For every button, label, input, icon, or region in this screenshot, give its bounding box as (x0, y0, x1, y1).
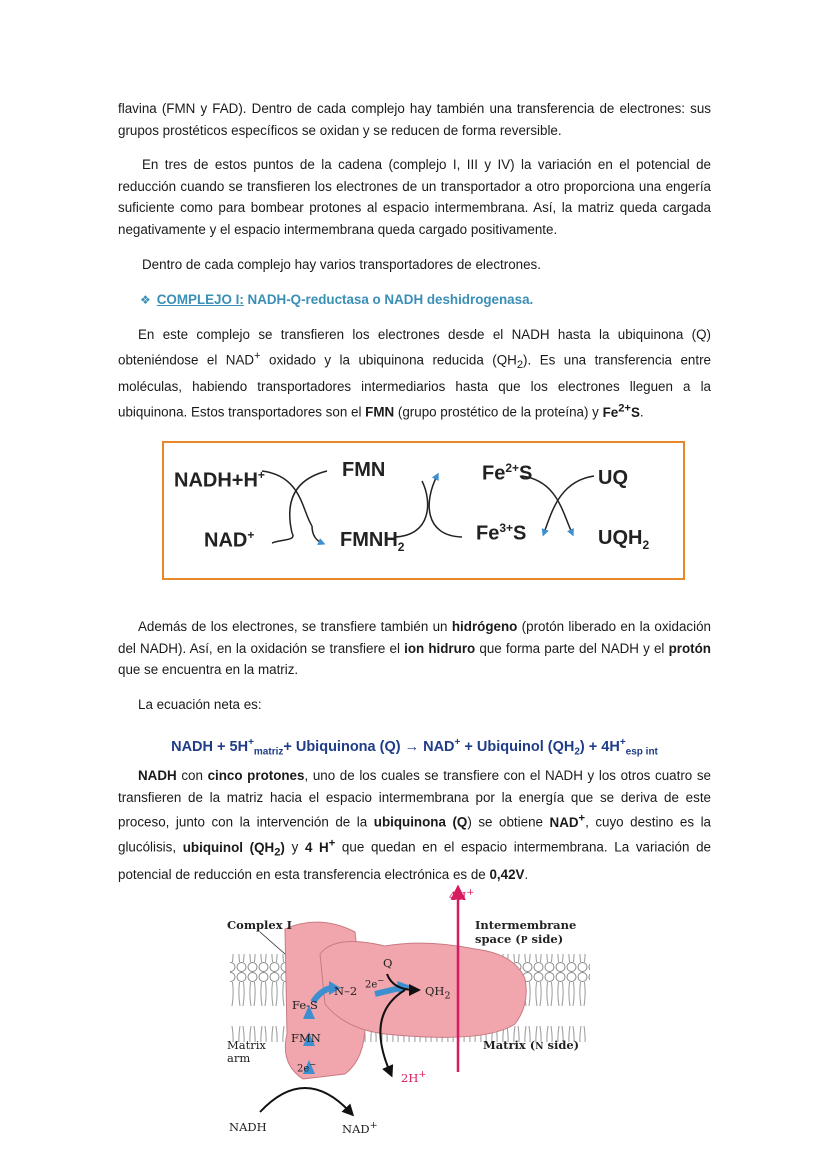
scheme-nad (204, 528, 254, 553)
text-run: y (284, 839, 305, 855)
label-complex-i: Complex I (227, 918, 292, 932)
text-run: S (519, 462, 533, 485)
text-run: S (513, 522, 527, 545)
text-run: con (176, 768, 208, 783)
text-run: ) se obtiene (467, 814, 550, 830)
scheme-fe2s (482, 461, 532, 486)
text-run: side) (527, 932, 564, 946)
label-nadh: NADH (229, 1120, 267, 1134)
superscript: + (578, 812, 586, 825)
bold-nad (549, 812, 586, 830)
bold-proton: protón (668, 640, 711, 656)
subscript: 2 (516, 358, 524, 371)
text-run: UQH (598, 527, 643, 549)
superscript: + (466, 887, 475, 898)
text-run: space ( (475, 932, 521, 946)
subscript: esp int (625, 746, 658, 758)
heading-rest: NADH-Q-reductasa o NADH deshidrogenasa. (243, 292, 534, 308)
text-run: NAD (204, 529, 248, 552)
text-run: side) (543, 1038, 580, 1052)
superscript: − (377, 975, 385, 985)
heading-underlined: COMPLEJO I: (156, 292, 244, 308)
paragraph-final (118, 765, 711, 886)
text-run: QH (425, 984, 445, 998)
subscript: 2 (274, 846, 281, 859)
paragraph-flavina: flavina (FMN y FAD). Dentro de cada complejo hay también una transferencia de electrones: sus grupos prostéticos específicos se oxidan y se reducen de forma reversible. (118, 101, 711, 138)
text-run: NADH+H (174, 469, 258, 492)
text-run: En este complejo se transfieren los electrones desde el NADH hasta la ubiquinona (Q) obteniéndose el NAD (118, 327, 711, 368)
label-fes: Fe-S (292, 998, 318, 1012)
complex-i-pointer (260, 932, 285, 954)
arc (272, 533, 293, 543)
text-run: ). Es una transferencia entre moléculas, habiendo transportadores intermediarios hasta que los electrones lleguen a la ubiquinona. Estos transportadores son el (118, 352, 711, 420)
superscript: 2+ (618, 402, 631, 415)
text-run: que se encuentra en la matriz. (118, 662, 299, 678)
section-heading-complex-i (140, 289, 711, 311)
label-p-side (475, 932, 563, 946)
scheme-fe3s (476, 521, 526, 546)
bold-fmn: FMN (365, 404, 395, 420)
paragraph-carriers: Dentro de cada complejo hay varios transportadores de electrones. (142, 256, 541, 272)
label-2e-top (365, 975, 384, 990)
scheme-fmn: FMN (342, 459, 386, 481)
superscript: + (619, 737, 626, 748)
label-fmn: FMN (291, 1031, 321, 1045)
text-run: Fe (476, 522, 500, 545)
label-q: Q (383, 956, 393, 970)
scheme-uqh2 (598, 527, 649, 552)
superscript: + (254, 349, 261, 362)
text-run: 2e (365, 979, 378, 991)
scheme-arrows (162, 441, 685, 580)
superscript: 3+ (499, 521, 514, 535)
text-run: Fe (482, 462, 506, 485)
text-run: 2H (401, 1070, 419, 1085)
text-run: (protón liberado en la oxidación del NADH). Así, en la oxidación se transfiere el (118, 619, 711, 656)
text-run: N (535, 1042, 544, 1052)
paragraph-three-points: En tres de estos puntos de la cadena (complejo I, III y IV) la variación en el potencial de reducción cuando se transfieren los electrones de un transportador a otro proporciona una engería suficiente como para bombear protones al espacio intermembrana. Así, la matriz queda cargada negativamente y el espacio intermembrana queda cargado positivamente. (118, 157, 711, 237)
diamond-bullet-icon: ❖ (140, 293, 151, 308)
net-equation (118, 737, 711, 758)
paragraph-final-block (118, 765, 711, 886)
subscript: 2 (642, 538, 650, 552)
label-qh2 (425, 984, 451, 1001)
bold-ubiquinone: ubiquinona (Q (373, 814, 468, 830)
paragraph-hydrogen (118, 616, 711, 681)
text-run: + Ubiquinol (QH (460, 738, 575, 755)
text-run: . (524, 866, 529, 882)
text-run: NAD (549, 814, 579, 830)
reaction-scheme (162, 441, 685, 580)
scheme-nadh (174, 468, 265, 493)
superscript: + (418, 1069, 427, 1080)
text-run: Además de los electrones, se transfiere también un (138, 619, 452, 634)
arc-arrow (429, 476, 462, 537)
arc (262, 471, 312, 526)
subscript: 2 (444, 990, 451, 1002)
bold-five-protons: cinco protones (207, 768, 305, 783)
text-run: oxidado y la ubiquinona reducida (QH (260, 352, 517, 368)
text-run: 4H (449, 888, 467, 903)
superscript: + (248, 737, 254, 748)
text-run: Matrix ( (483, 1038, 536, 1052)
superscript: + (328, 837, 336, 850)
label-intermembrane: Intermembrane (475, 918, 577, 932)
label-n-side (483, 1038, 579, 1052)
label-arm: arm (227, 1051, 251, 1065)
superscript: + (454, 737, 461, 748)
paragraph-equation-intro: La ecuación neta es: (138, 696, 262, 712)
text-run: NAD (342, 1121, 370, 1136)
nadh-oxidation-arrow (260, 1088, 350, 1112)
text-run: , cuyo destino es la glucólisis, (118, 814, 711, 855)
text-run: P (520, 936, 528, 946)
text-run: ) (280, 839, 285, 855)
text-run: . (639, 404, 644, 420)
text-run: ubiquinol (QH (182, 839, 275, 855)
text-run: , uno de los cuales se transfiere con el NADH y los otros cuatro se transfieren de la matriz hacia el espacio intermembrana por la energía que se deriva de este proceso, junto con la intervención de la (118, 768, 712, 830)
bold-ubiquinol (182, 839, 285, 859)
superscript: − (309, 1059, 317, 1069)
subscript: 2 (574, 746, 580, 758)
text-run: NADH + 5H (171, 738, 249, 755)
superscript: + (247, 528, 255, 542)
complex-i-figure (225, 884, 595, 1139)
bold-hydrogen: hidrógeno (451, 619, 518, 634)
text-run: (grupo prostético de la proteína) y (394, 404, 603, 420)
text-run: 2e (297, 1063, 310, 1075)
scheme-fmnh2 (340, 529, 404, 554)
bold-voltage: 0,42V (489, 866, 525, 882)
label-2e (297, 1059, 316, 1074)
label-matrix: Matrix (227, 1038, 266, 1052)
label-4h (449, 887, 474, 903)
scheme-uq: UQ (598, 467, 628, 489)
page-body (118, 98, 711, 423)
subscript: 2 (397, 540, 405, 554)
bold-hydride: ion hidruro (404, 640, 476, 656)
text-run: 4 H (304, 839, 329, 855)
text-run: que quedan en el espacio intermembrana. La variación de potencial de reducción en esta transferencia electrónica es de (118, 839, 711, 882)
text-run: Fe (602, 404, 619, 420)
text-run: ) + 4H (579, 738, 620, 755)
arc (289, 471, 326, 533)
label-nad (342, 1120, 378, 1136)
bold-fes (602, 402, 640, 420)
subscript: matriz (253, 746, 284, 758)
superscript: + (369, 1120, 378, 1131)
bold-nadh: NADH (138, 768, 177, 783)
text-run: FMNH (340, 529, 398, 551)
label-n2: N–2 (334, 984, 358, 998)
bold-4h (304, 837, 336, 855)
paragraph-hydrogen-block (118, 616, 711, 715)
text-run: que forma parte del NADH y el (475, 640, 669, 656)
text-run: + Ubiquinona (Q) → NAD (283, 738, 455, 755)
superscript: 2+ (505, 461, 520, 475)
label-2h (401, 1069, 426, 1085)
arc-arrow (312, 526, 322, 543)
paragraph-complex-i (118, 324, 711, 423)
superscript: + (257, 468, 265, 482)
text-run: S (630, 404, 640, 420)
